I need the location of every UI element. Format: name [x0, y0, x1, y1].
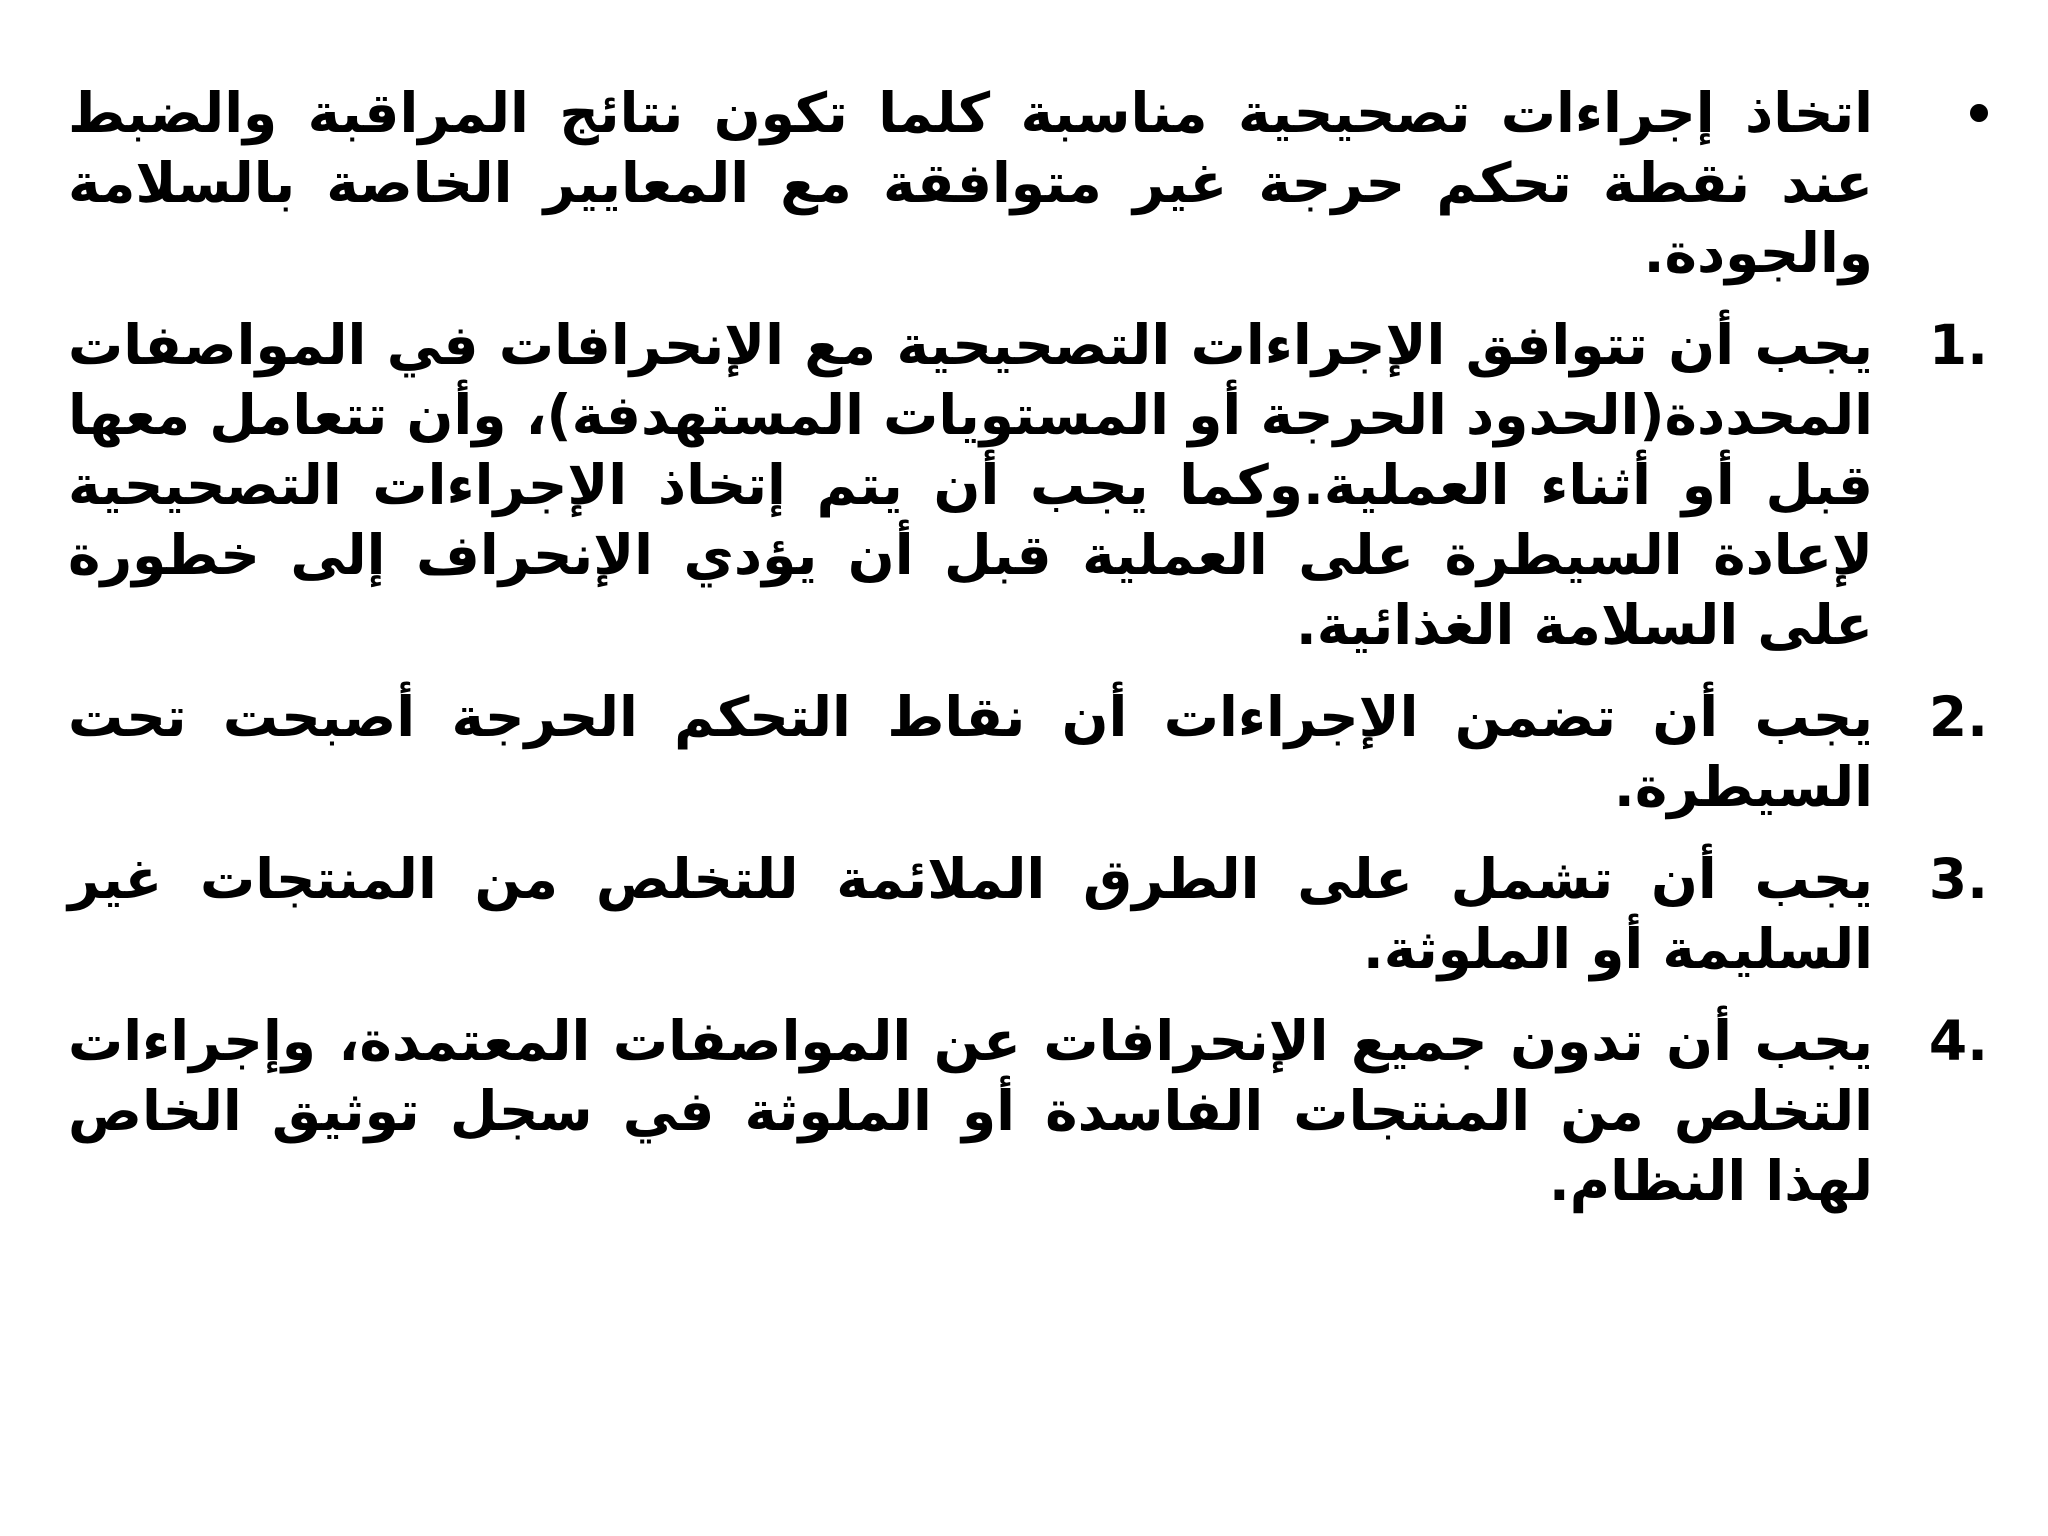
- numbered-item-4: [68, 1006, 1988, 1216]
- item-text: يجب أن تتوافق الإجراءات التصحيحية مع الإنحرافات في المواصفات المحددة(الحدود الحرجة أو المستويات المستهدفة)، وأن تتعامل معها قبل أو أثناء العملية.وكما يجب أن يتم إتخاذ الإجراءات التصحيحية لإعادة السيطرة على العملية قبل أن يؤدي الإنحراف إلى خطورة على السلامة الغذائية.: [68, 313, 1873, 657]
- item-number: 1.: [1928, 313, 1988, 377]
- bullet-marker: [1888, 78, 1988, 148]
- item-text: يجب أن تشمل على الطرق الملائمة للتخلص من المنتجات غير السليمة أو الملوثة.: [68, 847, 1873, 981]
- bullet-item-intro: [68, 78, 1988, 288]
- item-number: 4.: [1928, 1009, 1988, 1073]
- item-number: 3.: [1928, 847, 1988, 911]
- item-text: يجب أن تدون جميع الإنحرافات عن المواصفات المعتمدة، وإجراءات التخلص من المنتجات الفاسدة أو الملوثة في سجل توثيق الخاص لهذا النظام.: [68, 1009, 1873, 1213]
- numbered-item-3: [68, 844, 1988, 984]
- bullet-text: اتخاذ إجراءات تصحيحية مناسبة كلما تكون نتائج المراقبة والضبط عند نقطة تحكم حرجة غير متوافقة مع المعايير الخاصة بالسلامة والجودة.: [68, 81, 1873, 285]
- numbered-item-2: [68, 682, 1988, 822]
- item-text: يجب أن تضمن الإجراءات أن نقاط التحكم الحرجة أصبحت تحت السيطرة.: [68, 685, 1873, 819]
- numbered-item-1: [68, 310, 1988, 660]
- bullet-dot-icon: [1970, 104, 1988, 122]
- item-number: 2.: [1928, 685, 1988, 749]
- slide-content: [68, 78, 1988, 1498]
